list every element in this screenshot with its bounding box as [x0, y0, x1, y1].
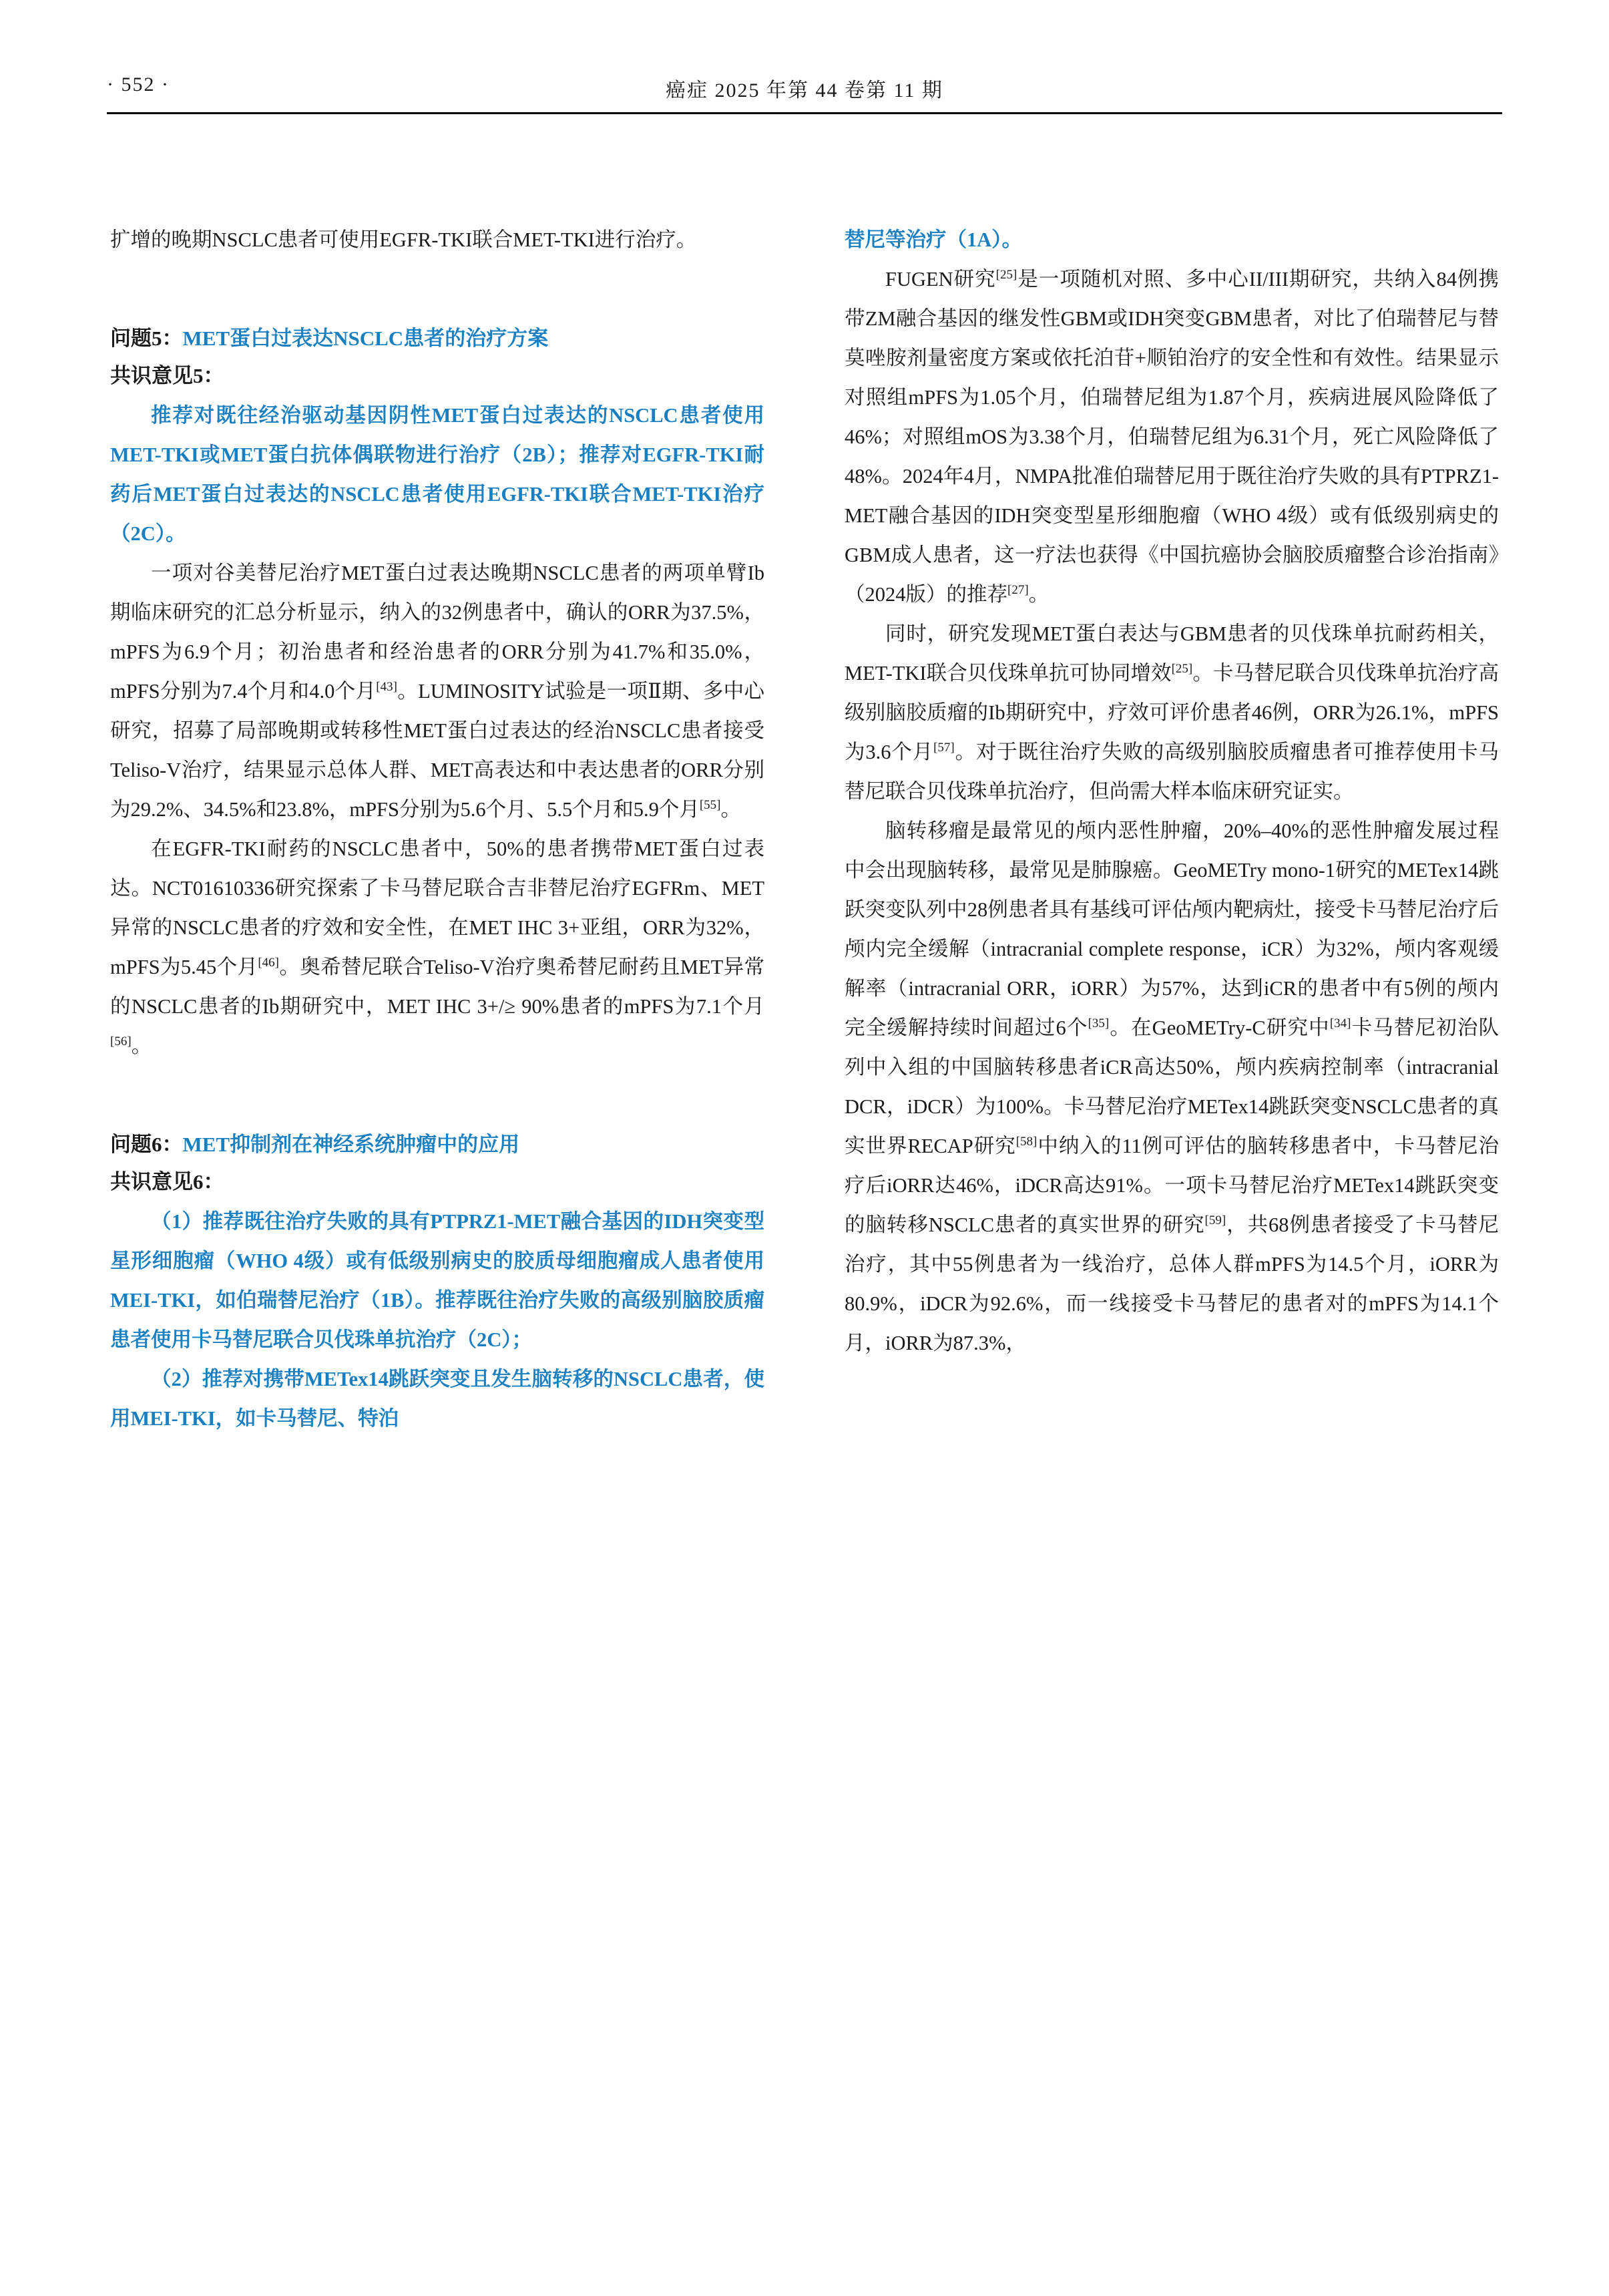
journal-info: 癌症 2025 年第 44 卷第 11 期 — [666, 79, 943, 102]
right-column — [845, 220, 1499, 1363]
spacer — [110, 1066, 764, 1095]
right-body-paragraph-3: 脑转移瘤是最常见的颅内恶性肿瘤，20%–40%的恶性肿瘤发展过程中会出现脑转移，最常见是肺腺癌。GeoMETry mono-1研究的METex14跳跃突变队列中28例患者具有基线可评估颅内靶病灶，接受卡马替尼治疗后颅内完全缓解（intracranial complete response，iCR）为32%，颅内客观缓解率（intracranial ORR，iORR）为57%，达到iCR的患者中有5例的颅内完全缓解持续时间超过6个[35]。在GeoMETry-C研究中[34]卡马替尼初治队列中入组的中国脑转移患者iCR高达50%，颅内疾病控制率（intracranial DCR，iDCR）为100%。卡马替尼治疗METex14跳跃突变NSCLC患者的真实世界RECAP研究[58]中纳入的11例可评估的脑转移患者中，卡马替尼治疗后iORR达46%，iDCR高达91%。一项卡马替尼治疗METex14跳跃突变的脑转移NSCLC患者的真实世界的研究[59]，共68例患者接受了卡马替尼治疗，其中55例患者为一线治疗，总体人群mPFS为14.5个月，iORR为80.9%，iDCR为92.6%，而一线接受卡马替尼的患者对的mPFS为14.1个月，iORR为87.3%， — [845, 819, 1500, 1354]
right-body-paragraph-2: 同时，研究发现MET蛋白表达与GBM患者的贝伐珠单抗耐药相关，MET-TKI联合贝伐珠单抗可协同增效[25]。卡马替尼联合贝伐珠单抗治疗高级别脑胶质瘤的Ib期研究中，疗效可评价患者46例，ORR为26.1%，mPFS为3.6个月[57]。对于既往治疗失败的高级别脑胶质瘤患者可推荐使用卡马替尼联合贝伐珠单抗治疗，但尚需大样本临床研究证实。 — [845, 622, 1500, 803]
question-6-label: 问题6： — [110, 1133, 183, 1156]
consensus-6-item-1: （1）推荐既往治疗失败的具有PTPRZ1-MET融合基因的IDH突变型星形细胞瘤（WHO 4级）或有低级别病史的胶质母细胞瘤成人患者使用MEI-TKI，如伯瑞替尼治疗（1B）。推荐既往治疗失败的高级别脑胶质瘤患者使用卡马替尼联合贝伐珠单抗治疗（2C）； — [110, 1210, 764, 1351]
consensus-5-label: 共识意见5： — [110, 364, 224, 387]
page-number: · 552 · — [107, 73, 170, 95]
header-rule — [107, 112, 1502, 114]
consensus-6-label: 共识意见6： — [110, 1170, 224, 1193]
spacer — [110, 260, 764, 289]
question-5-heading — [110, 320, 764, 357]
left-body-paragraph-2: 在EGFR-TKI耐药的NSCLC患者中，50%的患者携带MET蛋白过表达。NCT01610336研究探索了卡马替尼联合吉非替尼治疗EGFRm、MET异常的NSCLC患者的疗效和安全性，在MET IHC 3+亚组，ORR为32%，mPFS为5.45个月[46]。奥希替尼联合Teliso-V治疗奥希替尼耐药且MET异常的NSCLC患者的Ib期研究中，MET IHC 3+/≥ 90%患者的mPFS为7.1个月[56]。 — [110, 837, 764, 1057]
consensus-6-item-2: （2）推荐对携带METex14跳跃突变且发生脑转移的NSCLC患者，使用MEI-TKI，如卡马替尼、特泊 — [110, 1368, 764, 1430]
right-body-paragraph-1: FUGEN研究[25]是一项随机对照、多中心II/III期研究，共纳入84例携带ZM融合基因的继发性GBM或IDH突变GBM患者，对比了伯瑞替尼与替莫唑胺剂量密度方案或依托泊苷+顺铂治疗的安全性和有效性。结果显示对照组mPFS为1.05个月，伯瑞替尼组为1.87个月，疾病进展风险降低了46%；对照组mOS为3.38个月，伯瑞替尼组为6.31个月，死亡风险降低了48%。2024年4月，NMPA批准伯瑞替尼用于既往治疗失败的具有PTPRZ1-MET融合基因的IDH突变型星形细胞瘤（WHO 4级）或有低级别病史的GBM成人患者，这一疗法也获得《中国抗癌协会脑胶质瘤整合诊治指南》（2024版）的推荐[27]。 — [845, 267, 1500, 606]
consensus-5-text: 推荐对既往经治驱动基因阴性MET蛋白过表达的NSCLC患者使用MET-TKI或MET蛋白抗体偶联物进行治疗（2B）；推荐对EGFR-TKI耐药后MET蛋白过表达的NSCLC患者使用EGFR-TKI联合MET-TKI治疗（2C）。 — [110, 404, 764, 545]
question-5-title: MET蛋白过表达NSCLC患者的治疗方案 — [182, 327, 549, 350]
question-6-title: MET抑制剂在神经系统肿瘤中的应用 — [182, 1133, 520, 1156]
paragraph-continued: 扩增的晚期NSCLC患者可使用EGFR-TKI联合MET-TKI进行治疗。 — [110, 228, 697, 251]
left-column — [110, 220, 764, 1439]
question-5-label: 问题5： — [110, 327, 183, 350]
question-6-heading — [110, 1126, 764, 1163]
running-head — [107, 67, 1502, 114]
left-body-paragraph-1: 一项对谷美替尼治疗MET蛋白过表达晚期NSCLC患者的两项单臂Ib期临床研究的汇总分析显示，纳入的32例患者中，确认的ORR为37.5%，mPFS为6.9个月；初治患者和经治患者的ORR分别为41.7%和35.0%，mPFS分别为7.4个月和4.0个月[43]。LUMINOSITY试验是一项Ⅱ期、多中心研究，招募了局部晚期或转移性MET蛋白过表达的经治NSCLC患者接受Teliso-V治疗，结果显示总体人群、MET高表达和中表达患者的ORR分别为29.2%、34.5%和23.8%，mPFS分别为5.6个月、5.5个月和5.9个月[55]。 — [110, 562, 764, 821]
consensus-6-item-2-continued: 替尼等治疗（1A）。 — [845, 228, 1023, 251]
